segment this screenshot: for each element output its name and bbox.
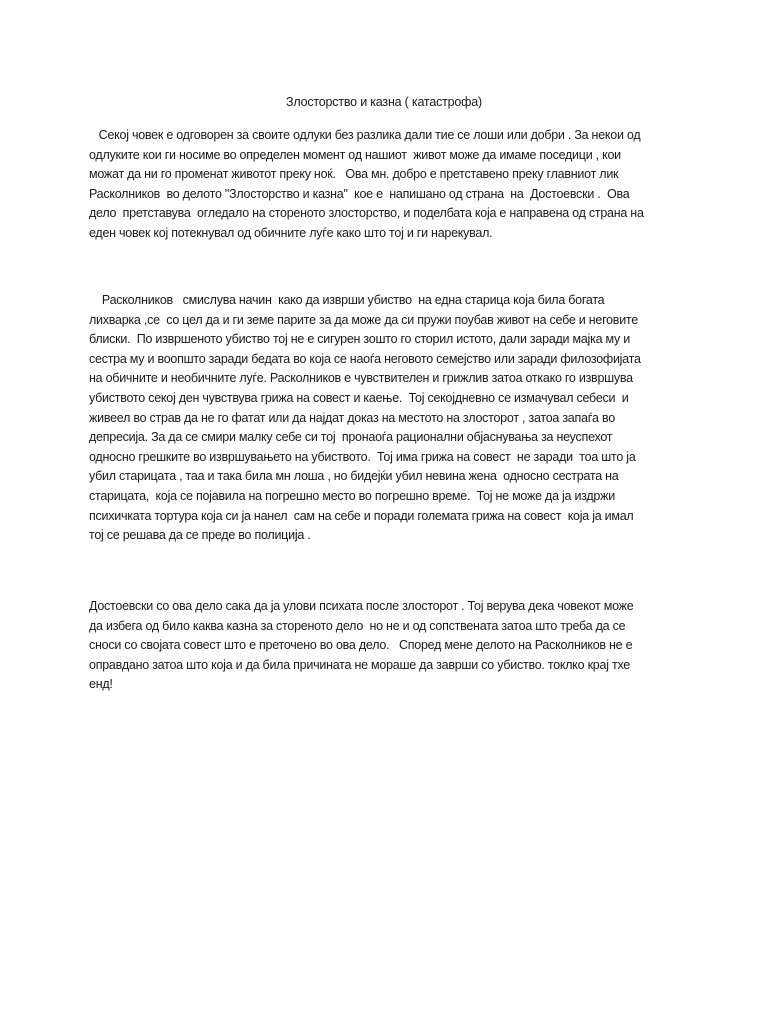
document-title: Злосторство и казна ( катастрофа) [286, 95, 482, 109]
paragraph-line: психичката тортура која си ја нанел сам на себе и поради големата грижа на совест која ја имал [89, 508, 634, 523]
paragraph-line: Расколников смислува начин како да изврши убиство на една старица која била богата [89, 293, 605, 307]
paragraph-intro [89, 126, 689, 244]
paragraph-line: дело претставува огледало на стореното злосторство, и поделбата која е направена од страна на [89, 206, 644, 221]
paragraph-line: убил старицата , таа и така била мн лоша , но бидејќи убил невина жена односно сестрата на [89, 469, 619, 484]
paragraph-line: живеел во страв да не го фатат или да најдат доказ на местото на злосторот , затоа запаѓа во [89, 410, 615, 425]
paragraph-conclusion [89, 597, 689, 695]
paragraph-line: лихварка ,се со цел да и ги земе парите за да може да си пружи поубав живот на себе и неговите [89, 312, 638, 327]
paragraph-line: можат да ни го променат животот преку ноќ. Ова мн. добро е претставено преку главниот лик [89, 167, 619, 182]
paragraph-line: еден човек кој потекнувал од обичните луѓе како што тој и ги нарекувал. [89, 225, 493, 240]
paragraph-line: сноси со својата совест што е преточено во ова дело. Според мене делото на Расколников не е [89, 638, 633, 653]
paragraph-line: енд! [89, 677, 113, 692]
paragraph-line: Секој човек е одговорен за своите одлуки без разлика дали тие се лоши или добри . За некои од [89, 128, 641, 142]
paragraph-line: Достоевски со ова дело сака да ја улови психата после злосторот . Тој верува дека човекот може [89, 599, 634, 613]
paragraph-line: старицата, која се појавила на погрешно место во погрешно време. Тој не може да ја издржи [89, 488, 615, 503]
paragraph-line: депресија. За да се смири малку себе си тој пронаоѓа рационални објаснувања за неуспехот [89, 430, 613, 445]
paragraph-line: сестра му и воопшто заради бедата во која се наоѓа неговото семејство или заради филозофијата [89, 351, 641, 366]
paragraph-line: убиството секој ден чувствува грижа на совест и каење. Тој секојдневно се измачувал себеси и [89, 390, 629, 405]
paragraph-line: на обичните и необичните луѓе. Расколников е чувствителен и грижлив затоа откако го извршува [89, 371, 633, 386]
paragraph-line: односно грешките во извршувањето на убиството. Тој има грижа на совест не заради тоа што ја [89, 449, 636, 464]
paragraph-body [89, 291, 689, 546]
paragraph-line: Расколников во делото "Злосторство и казна" кое е напишано од страна на Достоевски . Ова [89, 186, 630, 201]
paragraph-line: да избега од било каква казна за стореното дело но не и од сопствената затоа што треба да се [89, 618, 626, 633]
paragraph-line: оправдано затоа што која и да била причината не мораше да заврши со убиство. токлко крај тхе [89, 657, 631, 672]
paragraph-line: тој се решава да се преде во полиција . [89, 528, 311, 543]
paragraph-line: одлуките кои ги носиме во определен момент од нашиот живот може да имаме поседици , кои [89, 147, 621, 162]
paragraph-line: блиски. По извршеното убиство тој не е сигурен зошто го сторил истото, дали заради мајка му и [89, 332, 630, 347]
